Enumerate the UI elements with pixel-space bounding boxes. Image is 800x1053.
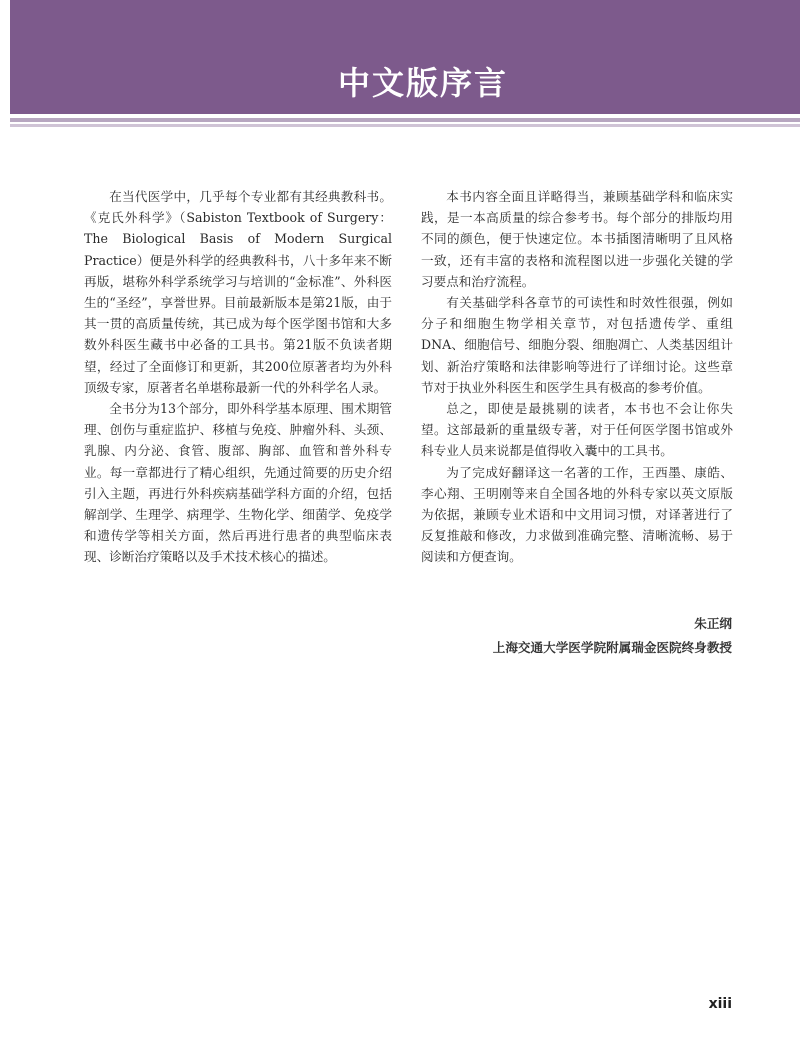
paragraph: 在当代医学中，几乎每个专业都有其经典教科书。《克氏外科学》（Sabiston Textbook of Surgery：The Biological Basis of Modern Surgical Practice）便是外科学的经典教科书，八十多年来不断再版，堪称外科学系统学习与培训的“金标准”、外科医生的“圣经”，享誉世界。目前最新版本是第21版，由于其一贯的高质量传统，其已成为每个医学图书馆和大多数外科医生藏书中必备的工具书。第21版不负读者期望，经过了全面修订和更新，其200位原著者均为外科顶级专家，原著者名单堪称最新一代的外科学名人录。 — [84, 189, 392, 395]
paragraph: 本书内容全面且详略得当，兼顾基础学科和临床实践，是一本高质量的综合参考书。每个部分的排版均用不同的颜色，便于快速定位。本书插图清晰明了且风格一致，还有丰富的表格和流程图以进一步强化关键的学习要点和治疗流程。 — [421, 189, 733, 289]
header-divider-thin — [10, 124, 800, 127]
paragraph: 总之，即使是最挑剔的读者，本书也不会让你失望。这部最新的重量级专著，对于任何医学图书馆或外科专业人员来说都是值得收入囊中的工具书。 — [421, 401, 733, 459]
header-divider-thick — [10, 118, 800, 122]
right-text-column — [421, 186, 733, 568]
left-text-column — [84, 186, 392, 568]
page-number: xiii — [708, 996, 732, 1012]
paragraph: 全书分为13个部分，即外科学基本原理、围术期管理、创伤与重症监护、移植与免疫、肿瘤外科、头颈、乳腺、内分泌、食管、腹部、胸部、血管和普外科专业。每一章都进行了精心组织，先通过简要的历史介绍引入主题，再进行外科疾病基础学科方面的介绍，包括解剖学、生理学、病理学、生物化学、细菌学、免疫学和遗传学等相关方面，然后再进行患者的典型临床表现、诊断治疗策略以及手术技术核心的描述。 — [84, 401, 392, 565]
page-title: 中文版序言 — [337, 64, 508, 102]
signature-block — [493, 612, 732, 660]
paragraph: 为了完成好翻译这一名著的工作，王西墨、康皓、李心翔、王明刚等来自全国各地的外科专家以英文原版为依据，兼顾专业术语和中文用词习惯，对译著进行了反复推敲和修改，力求做到准确完整、清晰流畅、易于阅读和方便查询。 — [421, 464, 733, 565]
header-band — [10, 0, 800, 114]
paragraph: 有关基础学科各章节的可读性和时效性很强，例如分子和细胞生物学相关章节，对包括遗传学、重组DNA、细胞信号、细胞分裂、细胞凋亡、人类基因组计划、新治疗策略和法律影响等进行了详细讨论。这些章节对于执业外科医生和医学生具有极高的参考价值。 — [421, 295, 733, 395]
author-affiliation: 上海交通大学医学院附属瑞金医院终身教授 — [492, 640, 732, 655]
author-name: 朱正纲 — [694, 616, 732, 631]
